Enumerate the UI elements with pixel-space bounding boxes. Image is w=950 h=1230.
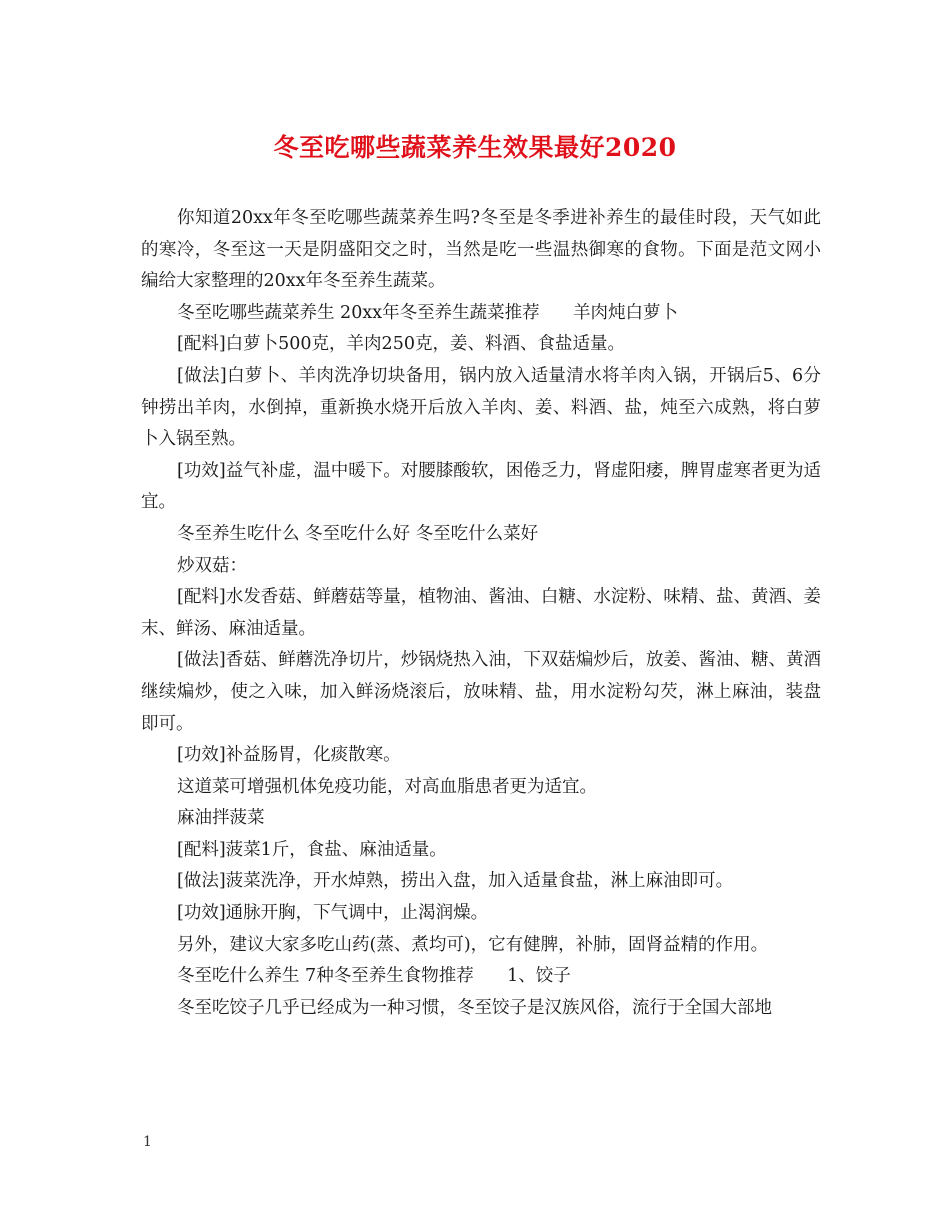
paragraph-effect: [功效]补益肠胃，化痰散寒。 — [177, 745, 401, 766]
paragraph-dumplings: 冬至吃饺子几乎已经成为一种习惯，冬至饺子是汉族风俗，流行于全国大部地 — [177, 997, 772, 1018]
paragraph-ingredients: [配料]菠菜1斤，食盐、麻油适量。 — [177, 839, 447, 860]
paragraph-dish-name: 麻油拌菠菜 — [177, 808, 265, 829]
paragraph-method: [做法]菠菜洗净，开水焯熟，捞出入盘，加入适量食盐，淋上麻油即可。 — [177, 871, 734, 892]
page-number: 1 — [143, 1134, 152, 1150]
paragraph-ingredients: [配料]水发香菇、鲜蘑菇等量，植物油、酱油、白糖、水淀粉、味精、盐、黄酒、姜末、鲜汤、麻油适量。 — [141, 587, 821, 639]
paragraph-intro: 你知道20xx年冬至吃哪些蔬菜养生吗?冬至是冬季进补养生的最佳时段，天气如此的寒冷，冬至这一天是阴盛阳交之时，当然是吃一些温热御寒的食物。下面是范文网小编给大家整理的20xx年冬至养生蔬菜。 — [141, 208, 821, 292]
paragraph-heading-winter-food: 冬至养生吃什么 冬至吃什么好 冬至吃什么菜好 — [177, 523, 539, 544]
paragraph-advice: 另外，建议大家多吃山药(蒸、煮均可)，它有健脾，补肺，固肾益精的作用。 — [177, 934, 769, 955]
paragraph-note: 这道菜可增强机体免疫功能，对高血脂患者更为适宜。 — [177, 776, 597, 797]
paragraph-heading-mutton-radish: 冬至吃哪些蔬菜养生 20xx年冬至养生蔬菜推荐 羊肉炖白萝卜 — [177, 302, 678, 323]
paragraph-effect: [功效]通脉开胸，下气调中，止渴润燥。 — [177, 903, 489, 924]
paragraph-dish-name: 炒双菇： — [177, 555, 247, 576]
document-body — [141, 203, 821, 1024]
paragraph-method: [做法]香菇、鲜蘑洗净切片，炒锅烧热入油，下双菇煸炒后，放姜、酱油、糖、黄酒继续煸炒，使之入味，加入鲜汤烧滚后，放味精、盐，用水淀粉勾芡，淋上麻油，装盘即可。 — [141, 650, 821, 734]
document-title: 冬至吃哪些蔬菜养生效果最好2020 — [273, 133, 677, 162]
paragraph-effect: [功效]益气补虚，温中暖下。对腰膝酸软，困倦乏力，肾虚阳痿，脾胃虚寒者更为适宜。 — [141, 460, 821, 513]
paragraph-ingredients: [配料]白萝卜500克，羊肉250克，姜、料酒、食盐适量。 — [177, 334, 625, 355]
paragraph-heading-seven-foods: 冬至吃什么养生 7种冬至养生食物推荐 1、饺子 — [177, 966, 571, 987]
paragraph-method: [做法]白萝卜、羊肉洗净切块备用，锅内放入适量清水将羊肉入锅，开锅后5、6分钟捞出羊肉，水倒掉，重新换水烧开后放入羊肉、姜、料酒、盐，炖至六成熟，将白萝卜入锅至熟。 — [141, 365, 821, 450]
